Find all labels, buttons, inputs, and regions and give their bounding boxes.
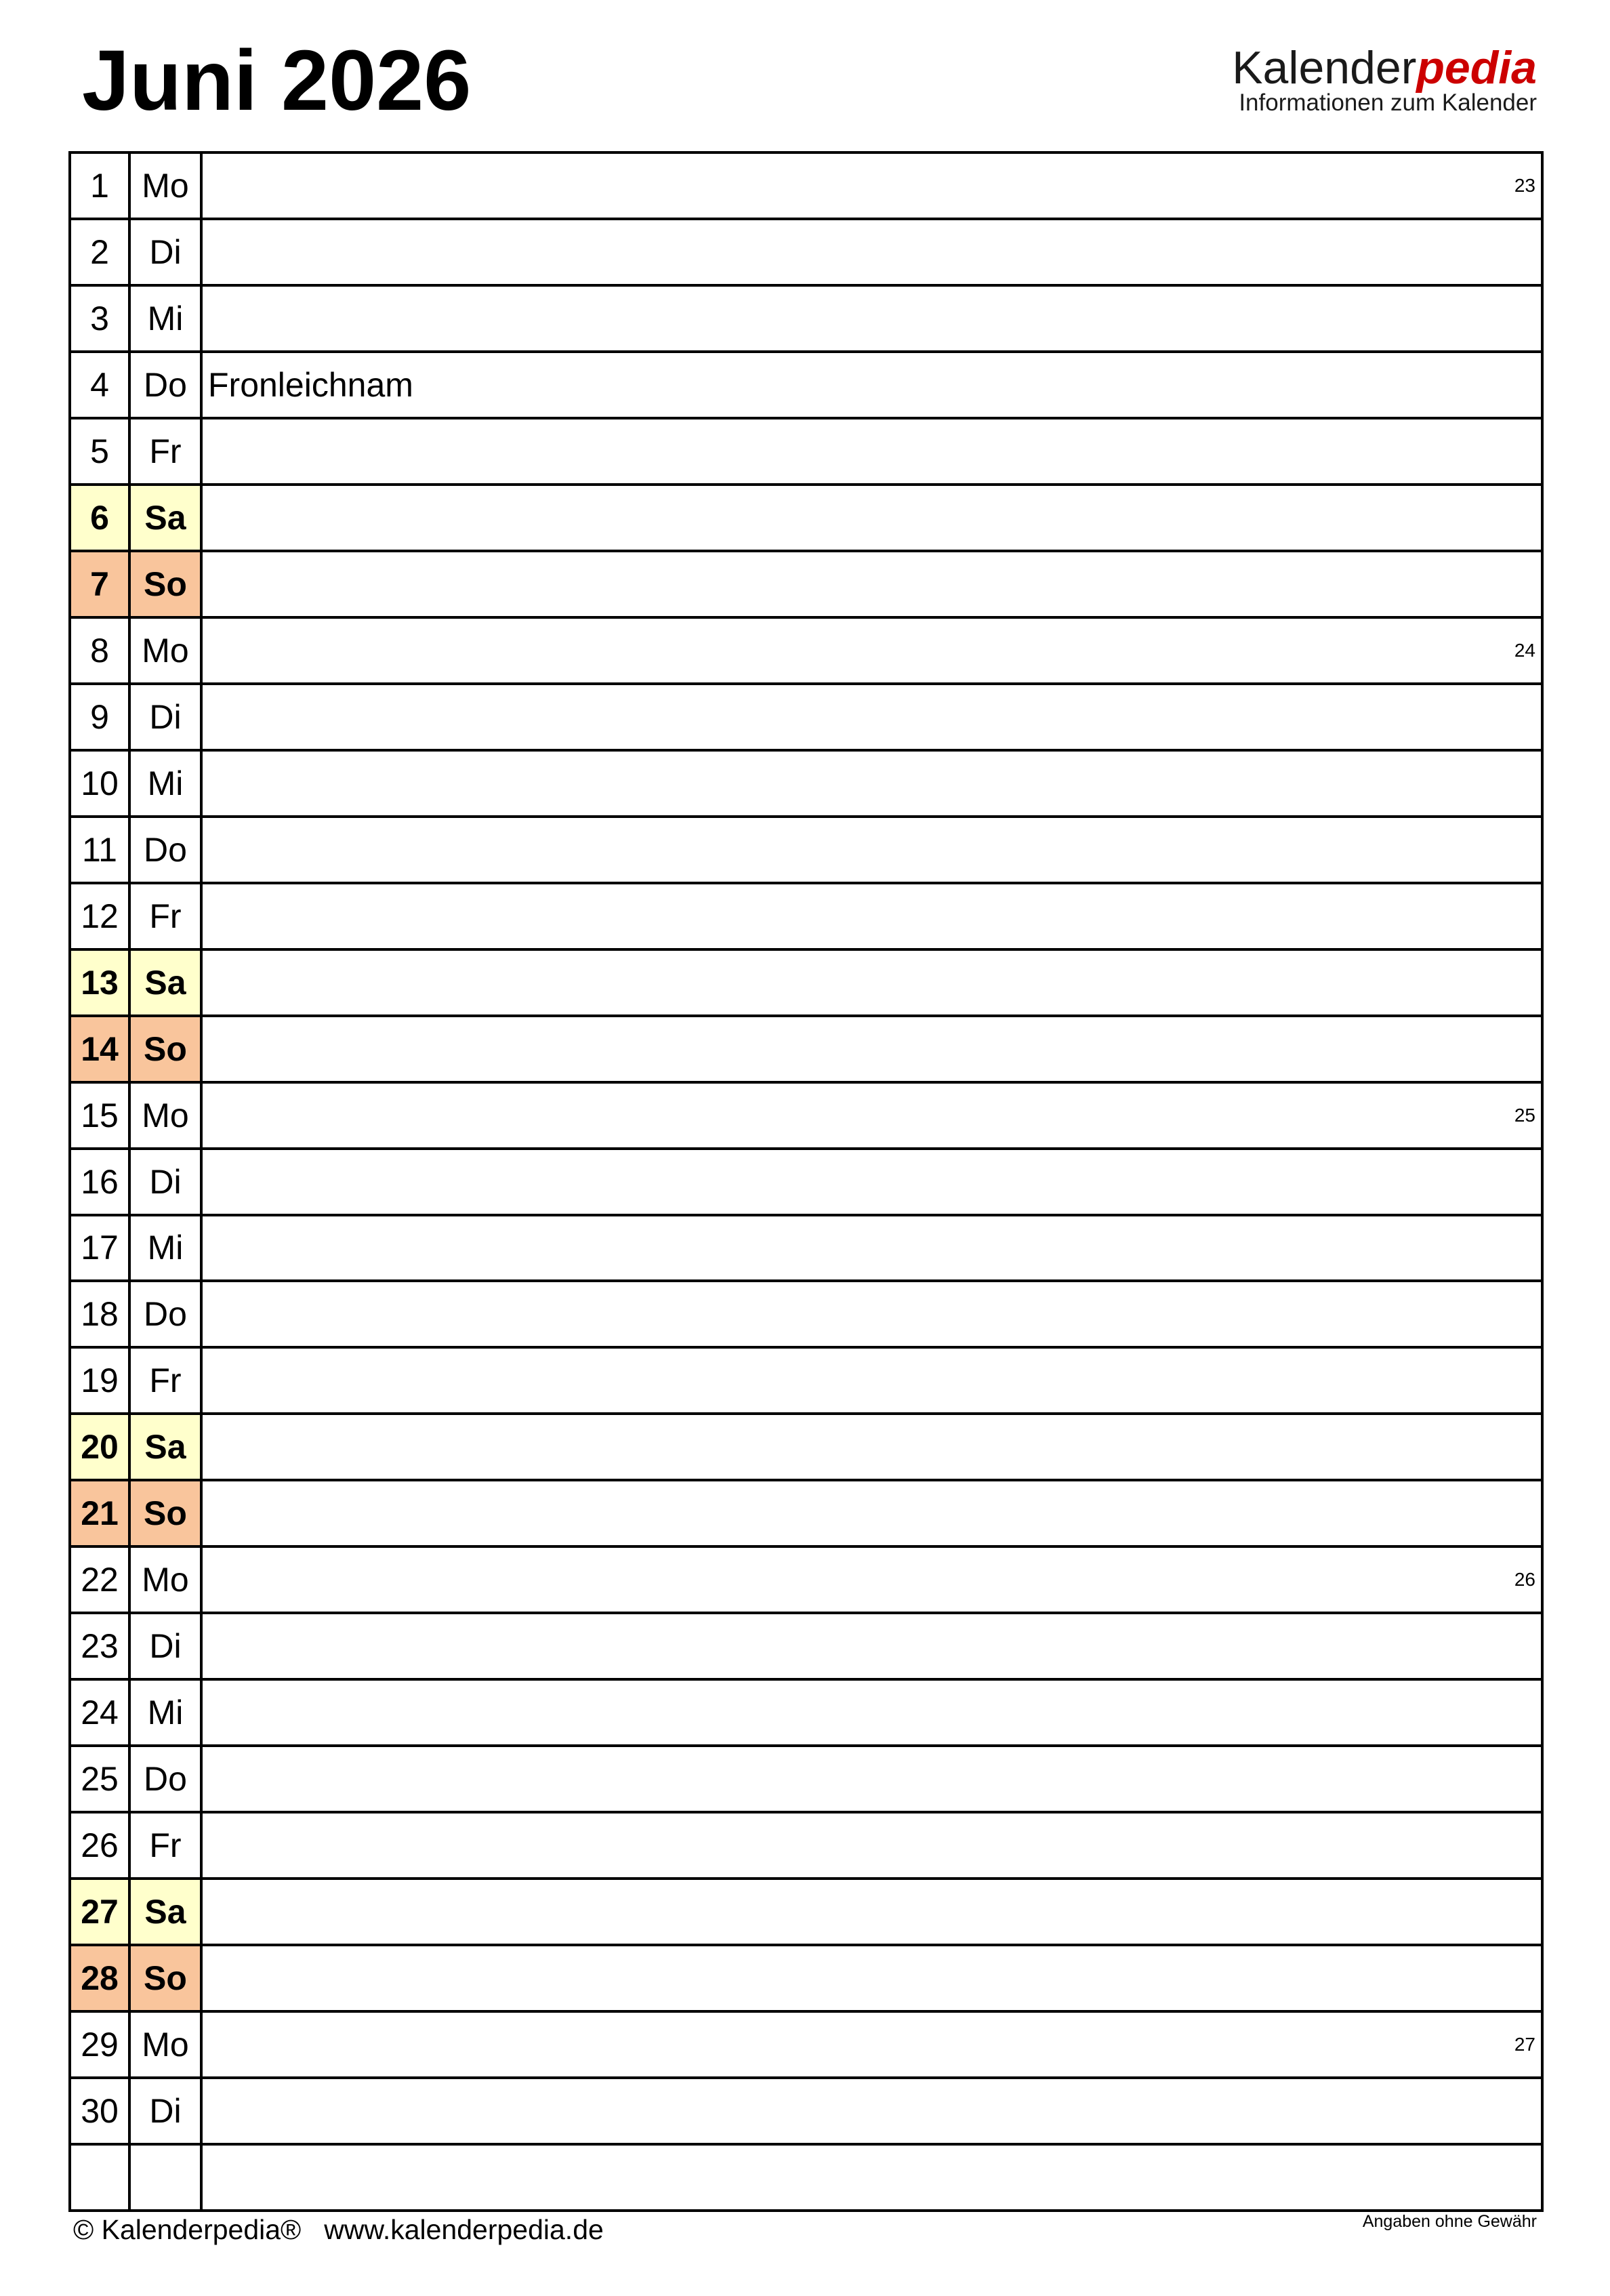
weekday-name: Fr	[131, 884, 203, 948]
calendar-row	[71, 1279, 1541, 1346]
calendar-row	[71, 682, 1541, 749]
notes-cell	[203, 220, 1541, 284]
weekday-name: Fr	[131, 1813, 203, 1877]
notes-cell	[203, 2146, 1541, 2209]
day-number: 10	[71, 752, 131, 815]
notes-cell	[203, 1548, 1541, 1612]
weekday-name: Do	[131, 353, 203, 417]
day-number: 27	[71, 1880, 131, 1944]
day-number: 21	[71, 1481, 131, 1545]
weekday-name: Di	[131, 2079, 203, 2143]
day-number: 19	[71, 1349, 131, 1412]
weekday-name: Mi	[131, 752, 203, 815]
calendar-row	[71, 1081, 1541, 1147]
calendar-row	[71, 1811, 1541, 1877]
day-number: 17	[71, 1216, 131, 1280]
weekday-name: Fr	[131, 1349, 203, 1412]
weekday-name: Mo	[131, 619, 203, 682]
holiday-label: Fronleichnam	[208, 365, 413, 404]
calendar-row	[71, 815, 1541, 882]
week-number: 23	[1514, 174, 1535, 196]
notes-cell	[203, 1813, 1541, 1877]
day-number: 3	[71, 287, 131, 350]
calendar-row	[71, 1412, 1541, 1479]
week-number: 26	[1514, 1569, 1535, 1591]
footer-disclaimer: Angaben ohne Gewähr	[1362, 2212, 1537, 2231]
calendar-row	[71, 483, 1541, 550]
weekday-name: Do	[131, 1282, 203, 1346]
notes-cell	[203, 1415, 1541, 1479]
calendar-row	[71, 284, 1541, 350]
day-number: 1	[71, 154, 131, 218]
notes-cell	[203, 1946, 1541, 2010]
logo-wordmark	[1232, 42, 1537, 94]
day-number: 8	[71, 619, 131, 682]
day-number: 29	[71, 2013, 131, 2076]
notes-cell	[203, 818, 1541, 882]
weekday-name: Mo	[131, 2013, 203, 2076]
notes-cell	[203, 1880, 1541, 1944]
notes-cell	[203, 2013, 1541, 2076]
weekday-name: Di	[131, 1614, 203, 1678]
weekday-name: Sa	[131, 1415, 203, 1479]
calendar-row	[71, 1877, 1541, 1944]
day-number: 4	[71, 353, 131, 417]
calendar-row-blank	[71, 2143, 1541, 2209]
day-number: 9	[71, 685, 131, 749]
calendar-row	[71, 1147, 1541, 1214]
logo-main-text: Kalender	[1232, 42, 1417, 94]
day-number: 26	[71, 1813, 131, 1877]
day-number: 24	[71, 1681, 131, 1744]
page-title: Juni 2026	[82, 33, 472, 128]
calendar-row	[71, 417, 1541, 483]
weekday-name	[131, 2146, 203, 2209]
footer-copyright: © Kalenderpedia®	[73, 2214, 302, 2245]
day-number: 22	[71, 1548, 131, 1612]
notes-cell	[203, 353, 1541, 417]
day-number: 2	[71, 220, 131, 284]
calendar-row	[71, 616, 1541, 682]
weekday-name: So	[131, 1017, 203, 1081]
notes-cell	[203, 1150, 1541, 1214]
day-number	[71, 2146, 131, 2209]
weekday-name: Sa	[131, 951, 203, 1014]
calendar-row	[71, 154, 1541, 218]
calendar-row	[71, 1612, 1541, 1678]
calendar-row	[71, 1479, 1541, 1545]
calendar-row	[71, 882, 1541, 948]
calendar-row	[71, 948, 1541, 1014]
notes-cell	[203, 685, 1541, 749]
weekday-name: Mi	[131, 1681, 203, 1744]
calendar-row	[71, 1678, 1541, 1744]
day-number: 14	[71, 1017, 131, 1081]
notes-cell	[203, 1282, 1541, 1346]
notes-cell	[203, 884, 1541, 948]
notes-cell	[203, 1681, 1541, 1744]
calendar-row	[71, 2076, 1541, 2143]
calendar-row	[71, 550, 1541, 616]
notes-cell	[203, 1481, 1541, 1545]
notes-cell	[203, 552, 1541, 616]
weekday-name: Mi	[131, 1216, 203, 1280]
day-number: 13	[71, 951, 131, 1014]
day-number: 7	[71, 552, 131, 616]
day-number: 5	[71, 419, 131, 483]
week-number: 27	[1514, 2034, 1535, 2055]
weekday-name: Do	[131, 818, 203, 882]
calendar-row	[71, 2010, 1541, 2076]
logo-tagline: Informationen zum Kalender	[1239, 89, 1537, 116]
kalenderpedia-logo	[1232, 42, 1537, 116]
notes-cell	[203, 419, 1541, 483]
notes-cell	[203, 1017, 1541, 1081]
calendar-row	[71, 749, 1541, 815]
notes-cell	[203, 154, 1541, 218]
notes-cell	[203, 951, 1541, 1014]
day-number: 12	[71, 884, 131, 948]
notes-cell	[203, 752, 1541, 815]
weekday-name: So	[131, 552, 203, 616]
day-number: 28	[71, 1946, 131, 2010]
notes-cell	[203, 1349, 1541, 1412]
notes-cell	[203, 2079, 1541, 2143]
weekday-name: Di	[131, 220, 203, 284]
calendar-row	[71, 1214, 1541, 1280]
calendar-row	[71, 350, 1541, 417]
calendar-row	[71, 1545, 1541, 1612]
day-number: 30	[71, 2079, 131, 2143]
footer-website: www.kalenderpedia.de	[324, 2214, 604, 2245]
calendar-row	[71, 1744, 1541, 1811]
notes-cell	[203, 619, 1541, 682]
weekday-name: Do	[131, 1747, 203, 1811]
day-number: 25	[71, 1747, 131, 1811]
day-number: 11	[71, 818, 131, 882]
footer-credits	[73, 2216, 604, 2244]
weekday-name: Sa	[131, 1880, 203, 1944]
calendar-row	[71, 1944, 1541, 2010]
weekday-name: Mo	[131, 154, 203, 218]
weekday-name: So	[131, 1481, 203, 1545]
day-number: 18	[71, 1282, 131, 1346]
day-number: 20	[71, 1415, 131, 1479]
weekday-name: So	[131, 1946, 203, 2010]
calendar-row	[71, 218, 1541, 284]
weekday-name: Mo	[131, 1548, 203, 1612]
logo-accent-text: pedia	[1416, 42, 1537, 94]
week-number: 25	[1514, 1104, 1535, 1126]
notes-cell	[203, 1084, 1541, 1147]
weekday-name: Mi	[131, 287, 203, 350]
day-number: 23	[71, 1614, 131, 1678]
day-number: 15	[71, 1084, 131, 1147]
weekday-name: Di	[131, 1150, 203, 1214]
weekday-name: Fr	[131, 419, 203, 483]
notes-cell	[203, 287, 1541, 350]
notes-cell	[203, 1614, 1541, 1678]
day-number: 16	[71, 1150, 131, 1214]
weekday-name: Sa	[131, 486, 203, 550]
week-number: 24	[1514, 639, 1535, 661]
calendar-table	[68, 151, 1544, 2212]
notes-cell	[203, 486, 1541, 550]
weekday-name: Mo	[131, 1084, 203, 1147]
calendar-row	[71, 1014, 1541, 1081]
notes-cell	[203, 1747, 1541, 1811]
day-number: 6	[71, 486, 131, 550]
notes-cell	[203, 1216, 1541, 1280]
weekday-name: Di	[131, 685, 203, 749]
calendar-row	[71, 1346, 1541, 1412]
